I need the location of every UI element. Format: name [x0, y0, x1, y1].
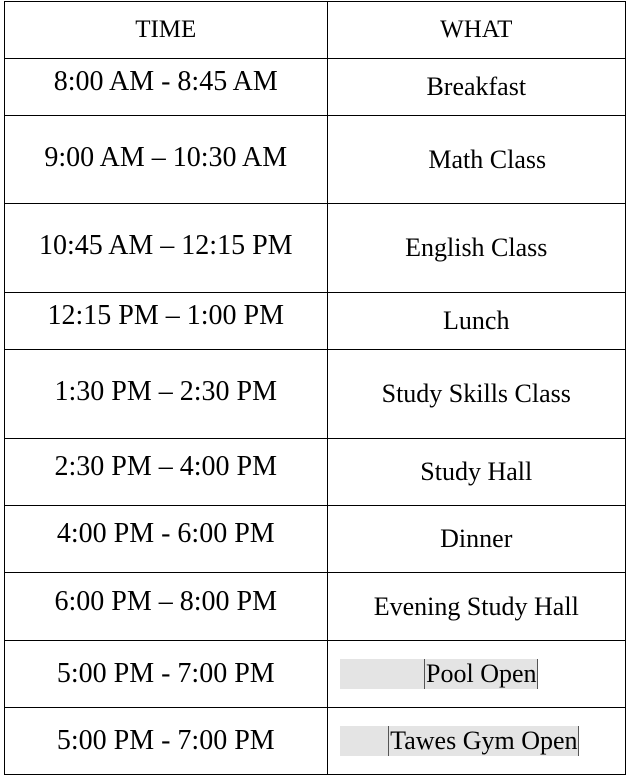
table-row — [5, 641, 626, 708]
table-row — [5, 116, 626, 204]
table-row — [5, 59, 626, 116]
activity-cell: English Class — [327, 204, 625, 293]
time-cell — [5, 641, 328, 708]
activity-cell: Study Skills Class — [327, 350, 625, 439]
table-row — [5, 439, 626, 506]
time-cell — [5, 350, 328, 439]
activity-cell: Lunch — [327, 293, 625, 350]
time-cell — [5, 506, 328, 573]
time-text: 5:00 PM - 7:00 PM — [56, 725, 275, 756]
time-text: 4:00 PM - 6:00 PM — [56, 518, 275, 549]
time-cell — [5, 439, 328, 506]
header-time: TIME — [5, 2, 328, 59]
activity-cell: Breakfast — [327, 59, 625, 116]
header-what: WHAT — [327, 2, 625, 59]
table-row — [5, 708, 626, 775]
table-row — [5, 506, 626, 573]
table-row — [5, 573, 626, 641]
time-text: 6:00 PM – 8:00 PM — [54, 585, 277, 617]
activity-cell — [327, 641, 625, 708]
table-row — [5, 350, 626, 439]
time-cell — [5, 116, 328, 204]
header-row — [5, 2, 626, 59]
activity-cell: Evening Study Hall — [327, 573, 625, 641]
time-cell — [5, 59, 328, 116]
time-text: 10:45 AM – 12:15 PM — [38, 230, 293, 261]
activity-cell: Study Hall — [327, 439, 625, 506]
time-cell — [5, 293, 328, 350]
time-cell — [5, 204, 328, 293]
time-text: 2:30 PM – 4:00 PM — [54, 451, 277, 482]
time-text: 12:15 PM – 1:00 PM — [47, 300, 284, 331]
time-text: 1:30 PM – 2:30 PM — [54, 376, 277, 407]
time-cell — [5, 573, 328, 641]
activity-cell: Dinner — [327, 506, 625, 573]
time-text: 5:00 PM - 7:00 PM — [56, 658, 275, 689]
activity-cell — [327, 116, 625, 204]
activity-text: Tawes Gym Open — [390, 726, 578, 755]
table-row — [5, 204, 626, 293]
activity-cell — [327, 708, 625, 775]
time-cell — [5, 708, 328, 775]
table-row — [5, 293, 626, 350]
highlighted-entry — [340, 726, 579, 756]
time-text: 8:00 AM - 8:45 AM — [53, 66, 278, 97]
time-text: 9:00 AM – 10:30 AM — [44, 141, 288, 173]
activity-text: Math Class — [428, 144, 547, 174]
highlighted-entry — [340, 659, 538, 689]
schedule-table — [4, 1, 626, 775]
activity-text: Pool Open — [426, 659, 537, 688]
